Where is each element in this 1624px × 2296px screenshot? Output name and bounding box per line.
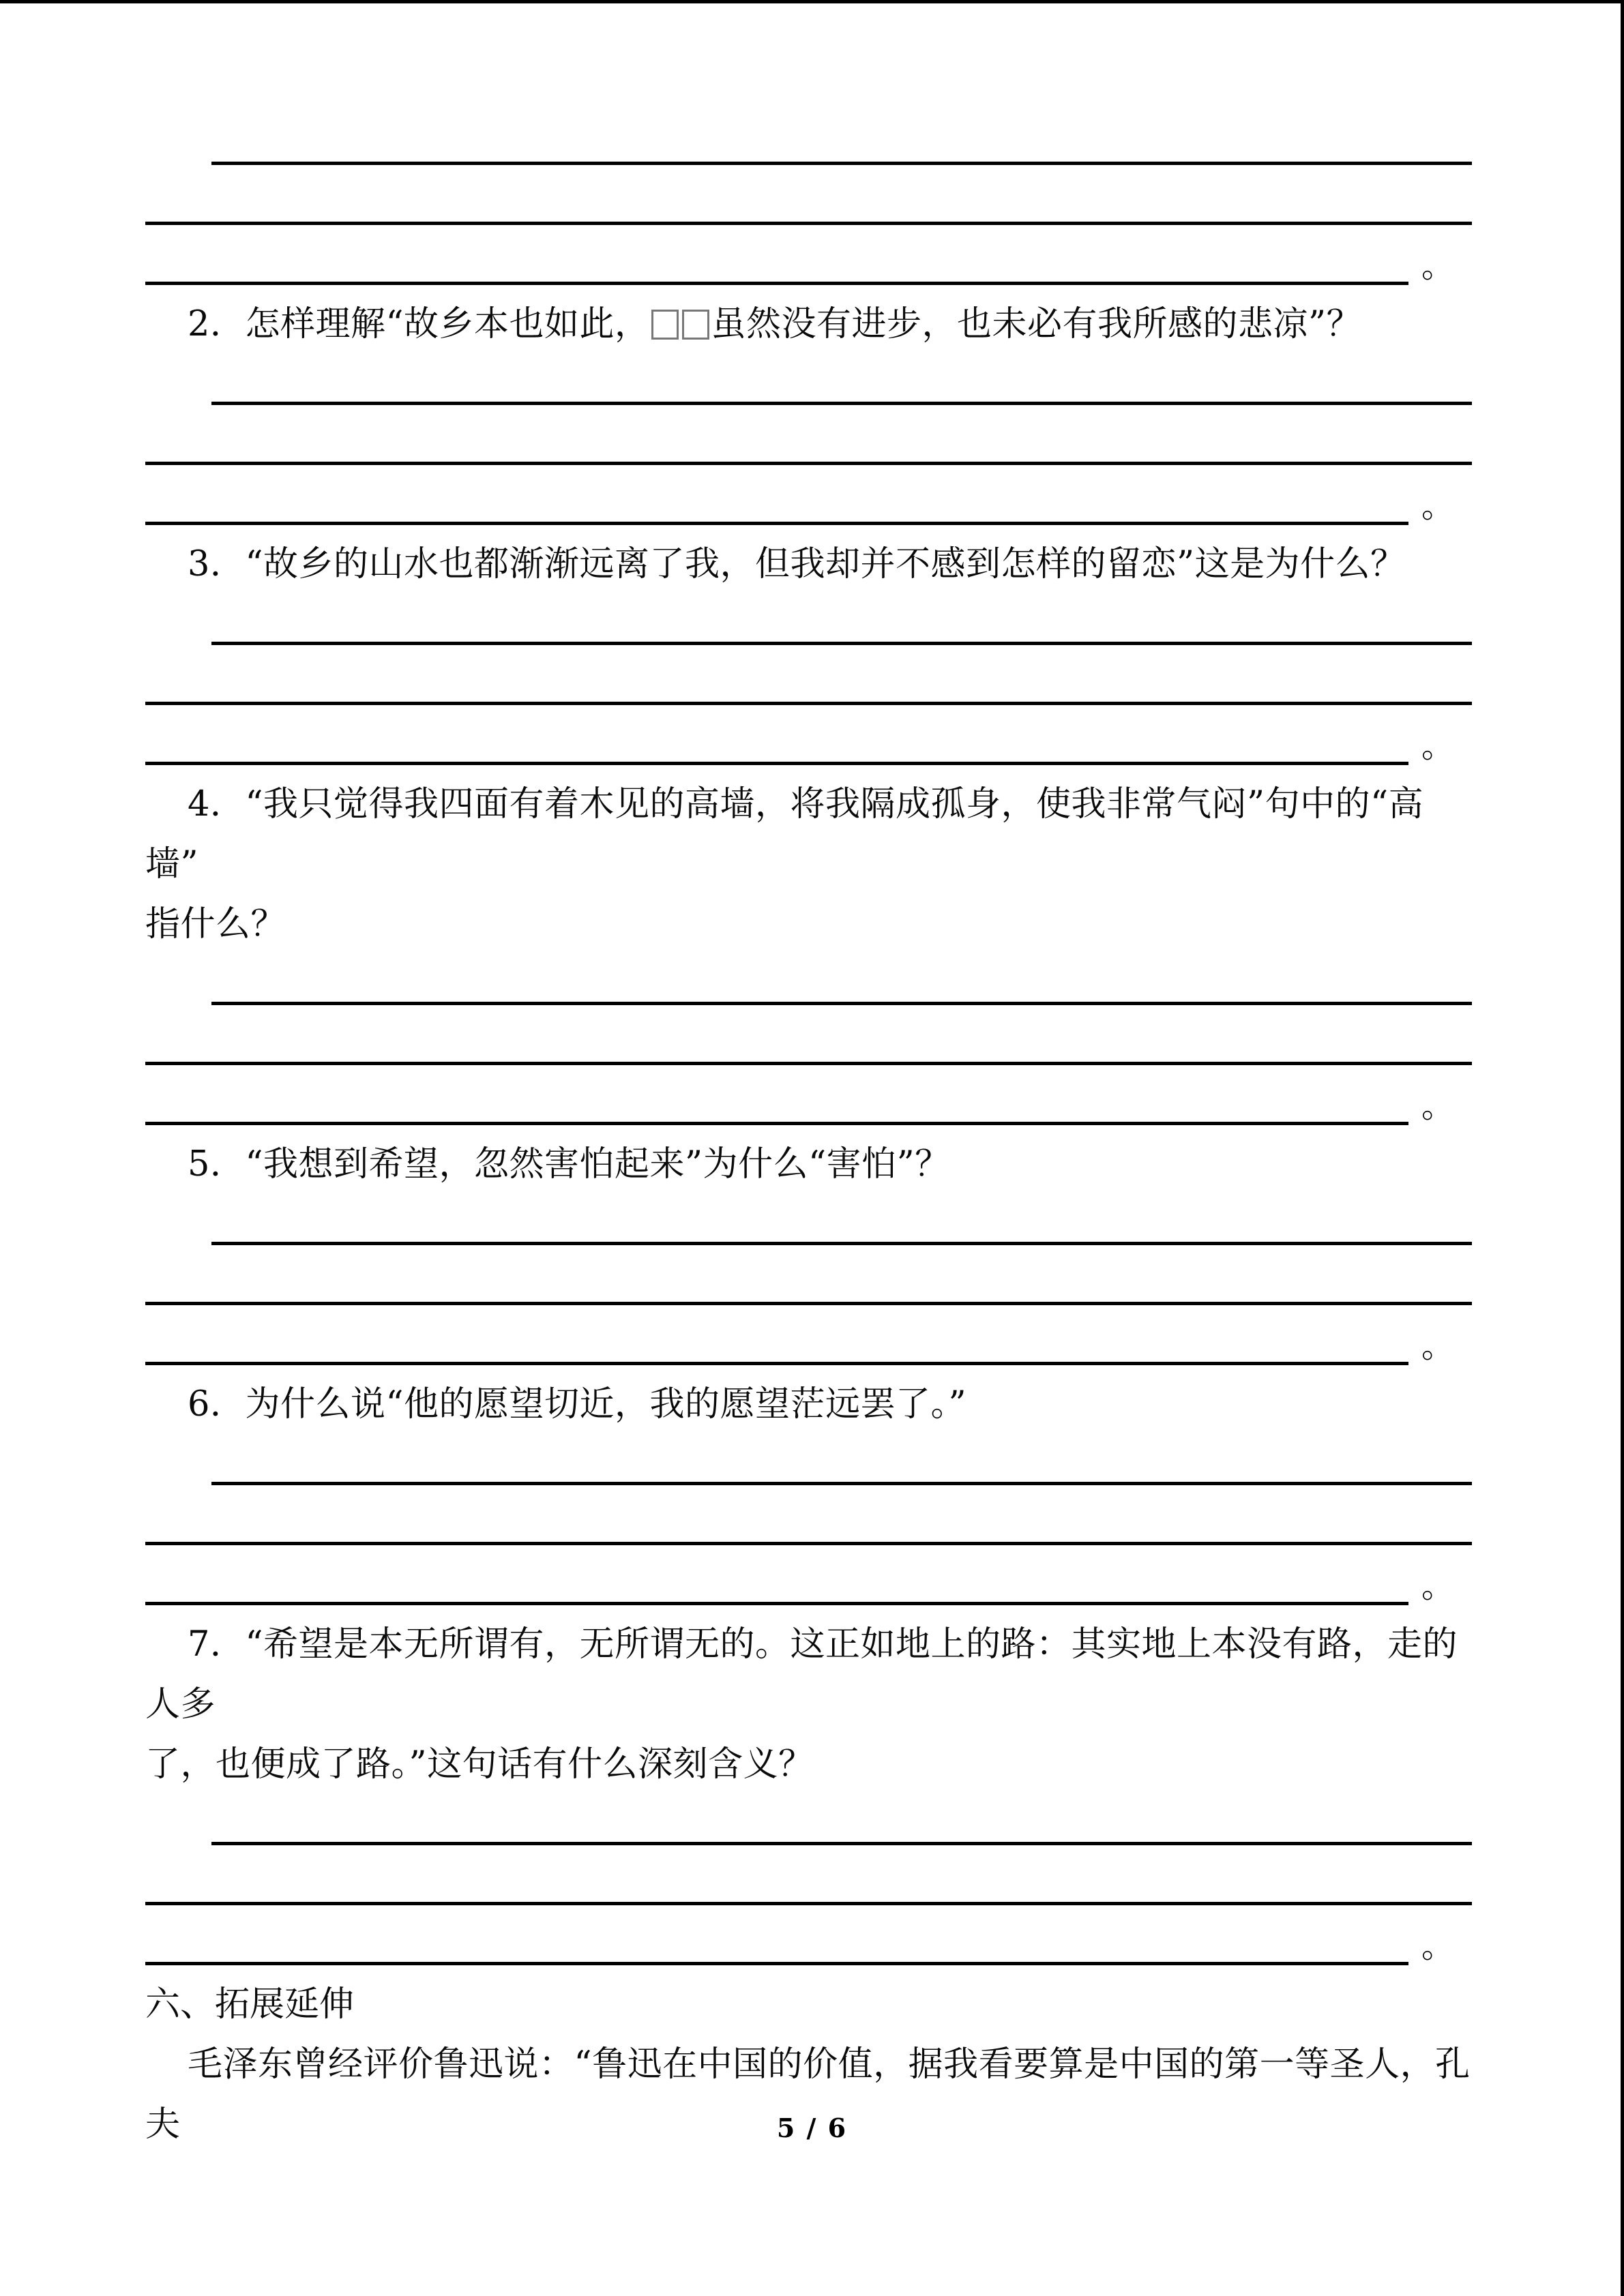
answer-line-row — [145, 955, 1472, 1015]
question-2-text — [145, 295, 1472, 355]
question-3-marker: 3． — [188, 544, 246, 584]
question-4-marker: 4． — [188, 784, 246, 824]
answer-line-row — [145, 355, 1472, 415]
answer-lines-q2 — [145, 355, 1472, 535]
answer-rule-2[interactable] — [145, 1062, 1472, 1065]
answer-rule-1[interactable] — [211, 1242, 1472, 1245]
answer-rule-3[interactable] — [145, 522, 1408, 525]
answer-rule-1[interactable] — [211, 1002, 1472, 1005]
question-7-line1: “希望是本无所谓有，无所谓无的。这正如地上的路：其实地上本没有路，走的人多 — [145, 1624, 1458, 1725]
answer-line-row — [145, 1555, 1472, 1615]
section-heading-extension: 六、拓展延伸 — [145, 1984, 355, 2025]
answer-line-row — [145, 595, 1472, 655]
answer-line-row — [145, 1915, 1472, 1975]
question-4-text — [145, 775, 1472, 895]
page-number-label: 5 / 6 — [776, 2113, 848, 2143]
answer-rule-2[interactable] — [145, 222, 1472, 225]
answer-line-period: 。 — [1421, 1087, 1454, 1125]
answer-rule-3[interactable] — [145, 282, 1408, 285]
answer-line-period: 。 — [1421, 487, 1454, 525]
answer-rule-1[interactable] — [211, 1842, 1472, 1845]
page-content — [145, 0, 1472, 2155]
question-4-line1: “我只觉得我四面有着木见的高墙，将我隔成孤身，使我非常气闷”句中的“高墙” — [145, 784, 1424, 884]
answer-lines-q6 — [145, 1435, 1472, 1615]
answer-line-row — [145, 1315, 1472, 1375]
question-7-text — [145, 1615, 1472, 1735]
extension-paragraph-text: 毛泽东曾经评价鲁迅说：“鲁迅在中国的价值，据我看要算是中国的第一等圣人，孔夫 — [145, 2044, 1471, 2145]
question-6-line1: 为什么说“他的愿望切近，我的愿望茫远罢了。” — [245, 1384, 967, 1425]
question-3-line1: “故乡的山水也都渐渐远离了我，但我却并不感到怎样的留恋”这是为什么？ — [245, 544, 1406, 584]
question-6-marker: 6． — [188, 1384, 246, 1425]
answer-lines-q5 — [145, 1195, 1472, 1375]
answer-rule-3[interactable] — [145, 1362, 1408, 1365]
page-border-right — [1621, 0, 1624, 2296]
answer-line-period: 。 — [1421, 727, 1454, 765]
question-2-line1-prefix: 怎样理解“故乡本也如此， — [245, 304, 650, 344]
top-margin-spacer — [145, 0, 1472, 115]
answer-line-row — [145, 1495, 1472, 1555]
question-2-line1-suffix: 虽然没有进步，也未必有我所感的悲凉”？ — [711, 304, 1362, 344]
answer-line-row — [145, 235, 1472, 295]
question-7-text-line2: 了，也便成了路。”这句话有什么深刻含义？ — [145, 1744, 814, 1785]
answer-rule-1[interactable] — [211, 402, 1472, 405]
answer-line-row — [145, 175, 1472, 235]
question-6-text — [145, 1375, 1472, 1435]
answer-line-period: 。 — [1421, 247, 1454, 285]
answer-line-period: 。 — [1421, 1927, 1454, 1965]
answer-rule-1[interactable] — [211, 1482, 1472, 1485]
question-5-line1: “我想到希望，忽然害怕起来”为什么“害怕”？ — [245, 1144, 950, 1184]
question-5-text — [145, 1135, 1472, 1195]
answer-line-row — [145, 1255, 1472, 1315]
answer-line-row — [145, 655, 1472, 715]
answer-rule-1[interactable] — [211, 642, 1472, 645]
question-5-marker: 5． — [188, 1144, 246, 1184]
answer-rule-3[interactable] — [145, 1962, 1408, 1965]
answer-rule-3[interactable] — [145, 762, 1408, 765]
answer-lines-q4 — [145, 955, 1472, 1135]
answer-line-period: 。 — [1421, 1567, 1454, 1605]
answer-rule-3[interactable] — [145, 1602, 1408, 1605]
answer-rule-2[interactable] — [145, 1542, 1472, 1545]
question-2-marker: 2． — [188, 304, 246, 344]
page-footer — [0, 2113, 1624, 2143]
missing-glyph-box-icon — [682, 310, 709, 340]
question-7-marker: 7． — [188, 1624, 246, 1665]
answer-lines-q7 — [145, 1795, 1472, 1975]
answer-line-row — [145, 475, 1472, 535]
answer-rule-1[interactable] — [211, 162, 1472, 165]
answer-lines-q1 — [145, 115, 1472, 295]
answer-rule-2[interactable] — [145, 702, 1472, 705]
answer-line-row — [145, 1075, 1472, 1135]
answer-line-period: 。 — [1421, 1327, 1454, 1365]
answer-line-row — [145, 1795, 1472, 1855]
answer-lines-q3 — [145, 595, 1472, 775]
answer-line-row — [145, 1015, 1472, 1075]
answer-line-row — [145, 1855, 1472, 1915]
answer-rule-2[interactable] — [145, 462, 1472, 465]
answer-line-row — [145, 1195, 1472, 1255]
missing-glyph-box-icon — [651, 310, 679, 340]
question-3-text — [145, 535, 1472, 595]
answer-rule-2[interactable] — [145, 1902, 1472, 1905]
answer-line-row — [145, 1435, 1472, 1495]
answer-line-row — [145, 715, 1472, 775]
answer-line-row — [145, 115, 1472, 175]
answer-rule-3[interactable] — [145, 1122, 1408, 1125]
answer-rule-2[interactable] — [145, 1302, 1472, 1305]
question-4-text-line2: 指什么？ — [145, 904, 286, 944]
answer-line-row — [145, 415, 1472, 475]
